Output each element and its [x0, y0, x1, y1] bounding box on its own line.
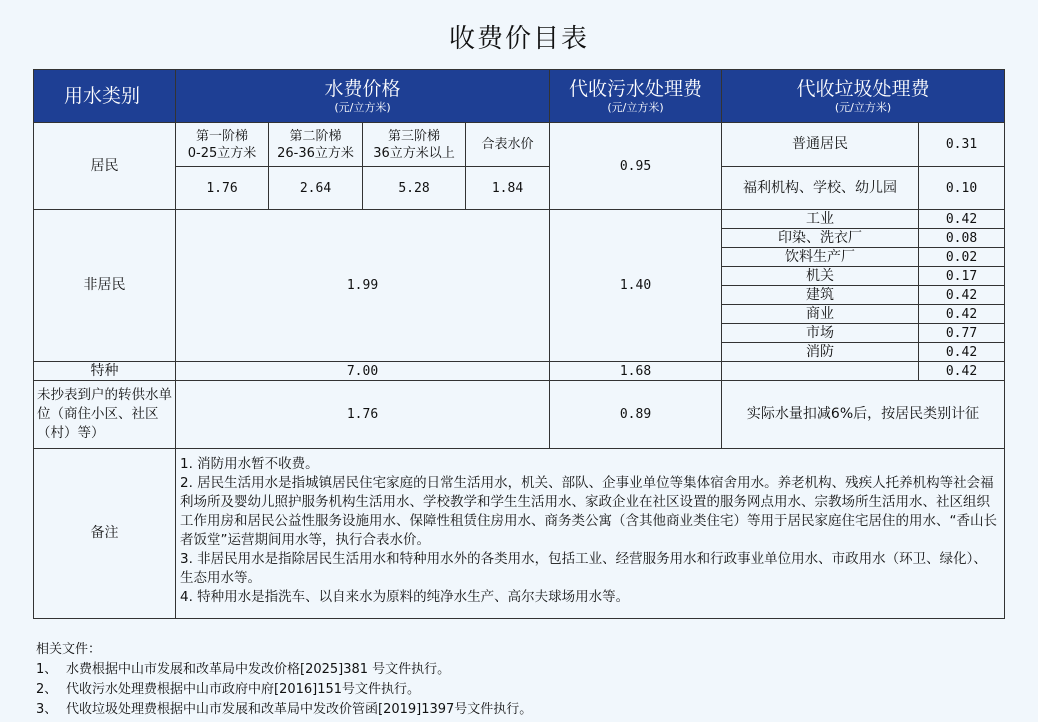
header-category: 用水类别	[34, 70, 176, 123]
table-row	[34, 210, 1005, 229]
resupply-garbage: 实际水量扣减6%后，按居民类别计征	[722, 381, 1005, 449]
related-file-item: 1、 水费根据中山市发展和改革局中发改价格[2025]381 号文件执行。	[36, 662, 451, 677]
note-item: 4. 特种用水是指洗车、以自来水为原料的纯净水生产、高尔夫球场用水等。	[180, 589, 630, 605]
table-row	[34, 381, 1005, 449]
header-sewage: 代收污水处理费 (元/立方米)	[550, 70, 722, 123]
garbage-item-name: 消防	[722, 343, 919, 362]
special-garbage-name	[722, 362, 919, 381]
resupply-sewage: 0.89	[550, 381, 722, 449]
residential-label: 居民	[34, 123, 176, 210]
note-item: 1. 消防用水暂不收费。	[180, 456, 319, 472]
tier-2-price: 2.64	[269, 167, 363, 210]
garbage-item-name: 工业	[722, 210, 919, 229]
combined-meter-price: 1.84	[466, 167, 550, 210]
non-residential-label: 非居民	[34, 210, 176, 362]
garbage-item-price: 0.42	[919, 210, 1005, 229]
non-residential-sewage: 1.40	[550, 210, 722, 362]
table-row	[34, 123, 1005, 167]
garbage-item-name: 建筑	[722, 286, 919, 305]
garbage-item-name: 市场	[722, 324, 919, 343]
related-file-item: 3、 代收垃圾处理费根据中山市发展和改革局中发改价管函[2019]1397号文件执行。	[36, 702, 533, 717]
tier-3-header: 第三阶梯 36立方米以上	[363, 123, 466, 167]
table-row	[34, 362, 1005, 381]
garbage-item-price: 0.77	[919, 324, 1005, 343]
garbage-item-price: 0.10	[919, 167, 1005, 210]
resupply-price: 1.76	[176, 381, 550, 449]
page-title: 收费价目表	[448, 24, 589, 54]
garbage-item-name: 饮料生产厂	[722, 248, 919, 267]
garbage-item-price: 0.42	[919, 343, 1005, 362]
header-garbage: 代收垃圾处理费 (元/立方米)	[722, 70, 1005, 123]
garbage-item-name: 普通居民	[722, 123, 919, 167]
tier-3-price: 5.28	[363, 167, 466, 210]
combined-meter-header: 合表水价	[466, 123, 550, 167]
garbage-item-price: 0.31	[919, 123, 1005, 167]
notes-label: 备注	[34, 449, 176, 619]
garbage-item-name: 商业	[722, 305, 919, 324]
special-price: 7.00	[176, 362, 550, 381]
table-row	[34, 167, 1005, 210]
fee-table	[33, 69, 1005, 619]
garbage-item-name: 机关	[722, 267, 919, 286]
special-label: 特种	[34, 362, 176, 381]
tier-2-header: 第二阶梯 26-36立方米	[269, 123, 363, 167]
garbage-item-price: 0.08	[919, 229, 1005, 248]
garbage-item-price: 0.42	[919, 286, 1005, 305]
special-sewage: 1.68	[550, 362, 722, 381]
related-file-item: 2、 代收污水处理费根据中山市政府中府[2016]151号文件执行。	[36, 682, 421, 697]
tier-1-header: 第一阶梯 0-25立方米	[176, 123, 269, 167]
resupply-label: 未抄表到户的转供水单位（商住小区、社区（村）等）	[34, 381, 176, 449]
table-row	[34, 449, 1005, 619]
related-files	[36, 640, 532, 720]
related-files-heading: 相关文件：	[36, 642, 102, 657]
note-item: 3. 非居民用水是指除居民生活用水和特种用水外的各类用水，包括工业、经营服务用水和行政事业单位用水、市政用水（环卫、绿化）、生态用水等。	[180, 551, 987, 586]
note-item: 2. 居民生活用水是指城镇居民住宅家庭的日常生活用水，机关、部队、企事业单位等集体宿舍用水。养老机构、残疾人托养机构等社会福利场所及婴幼儿照护服务机构生活用水、学校教学和学生生活用水、家政企业在社区设置的服务网点用水、宗教场所生活用水、社区组织工作用房和居民公益性服务设施用水、保障性租赁住房用水、商务类公寓（含其他商业类住宅）等用于居民家庭住宅居住的用水、“香山长者饭堂”运营期间用水等，执行合表水价。	[180, 475, 997, 548]
garbage-item-price: 0.17	[919, 267, 1005, 286]
garbage-item-name: 福利机构、学校、幼儿园	[722, 167, 919, 210]
header-water-price: 水费价格 (元/立方米)	[176, 70, 550, 123]
non-residential-price: 1.99	[176, 210, 550, 362]
garbage-item-price: 0.42	[919, 305, 1005, 324]
notes-content	[176, 449, 1005, 619]
tier-1-price: 1.76	[176, 167, 269, 210]
special-garbage-price: 0.42	[919, 362, 1005, 381]
garbage-item-name: 印染、洗衣厂	[722, 229, 919, 248]
residential-sewage: 0.95	[550, 123, 722, 210]
garbage-item-price: 0.02	[919, 248, 1005, 267]
header-row	[34, 70, 1005, 123]
